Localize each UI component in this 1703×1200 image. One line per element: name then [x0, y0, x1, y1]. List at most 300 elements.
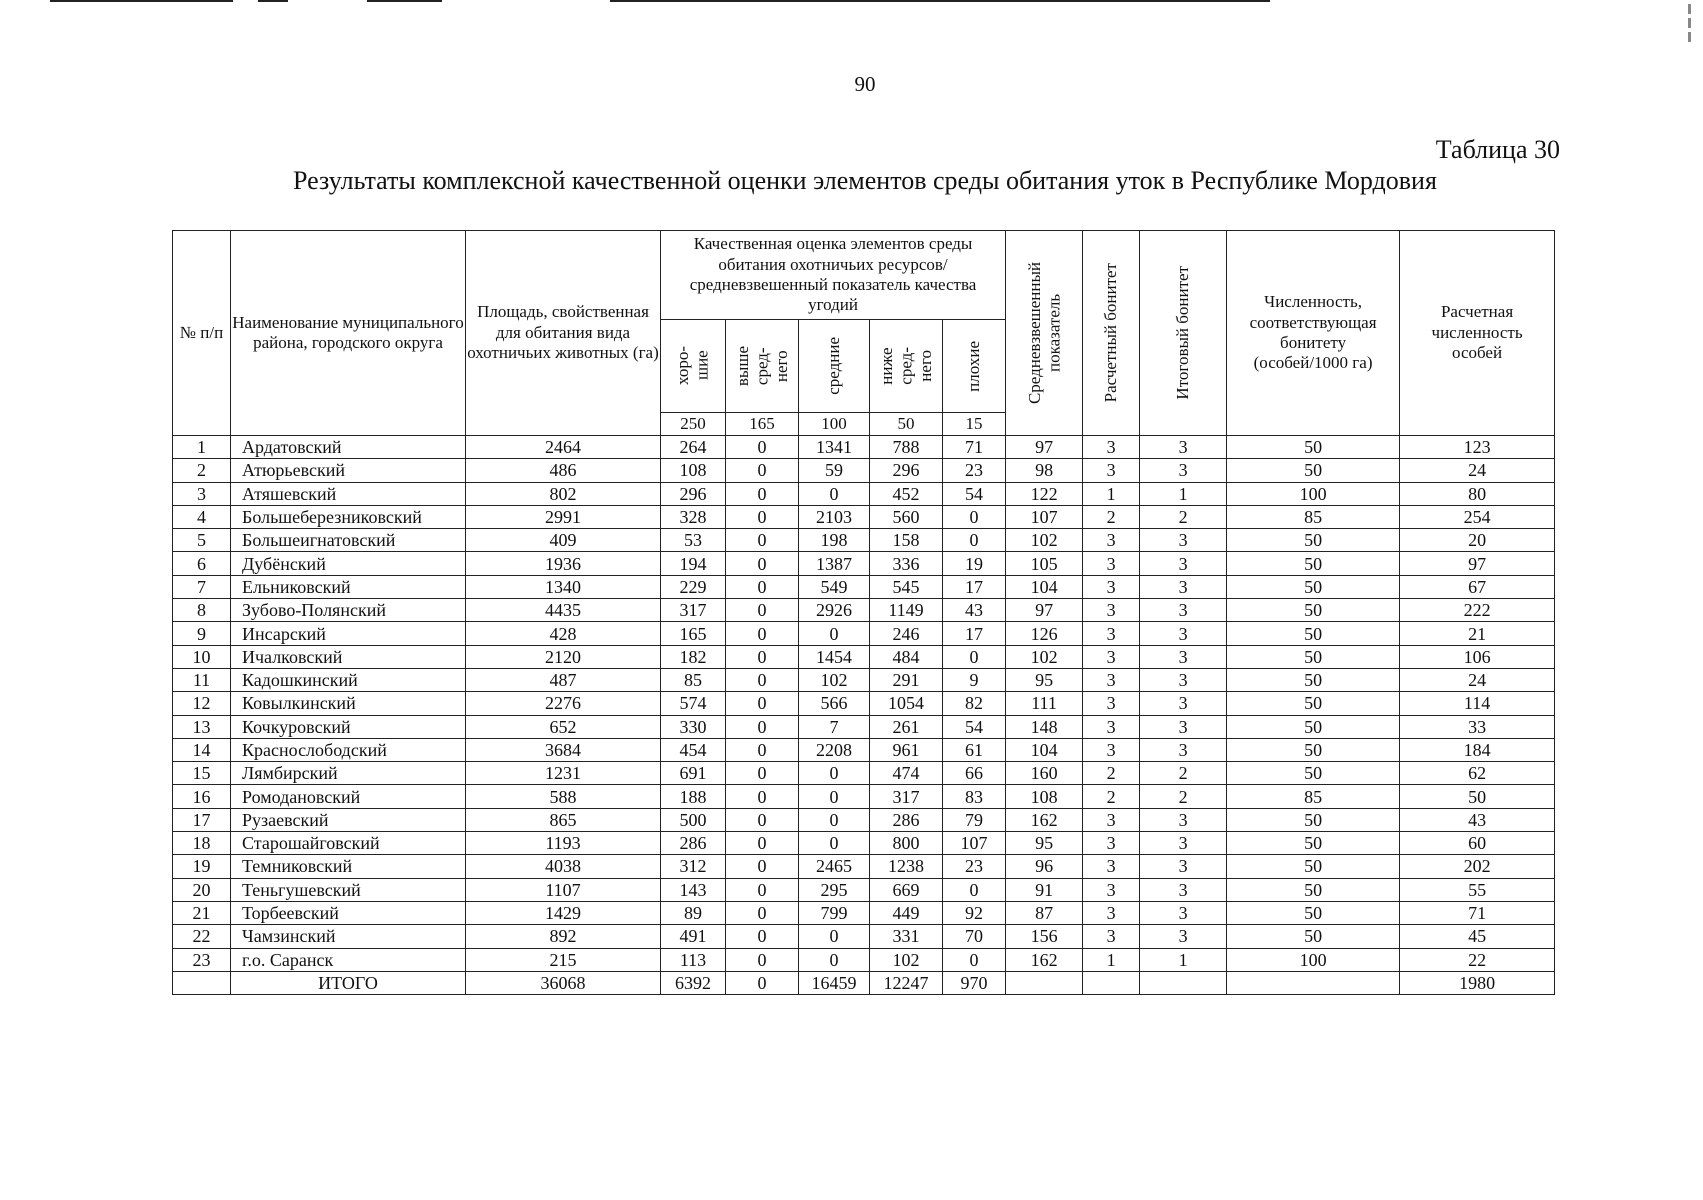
cell-row-num: 20 [173, 878, 231, 901]
cell-row-num: 12 [173, 692, 231, 715]
scan-artifact-line [50, 0, 233, 2]
header-calc-bonitet-label: Расчетный бонитет [1101, 263, 1121, 403]
header-area: Площадь, свойственная для обитания вида охотничьих животных (га) [466, 231, 661, 436]
cell-density: 50 [1227, 552, 1400, 575]
cell-below-avg: 484 [870, 645, 943, 668]
cell-district-name: Атяшевский [231, 482, 466, 505]
cell-calc-population: 202 [1400, 855, 1555, 878]
cell-density [1227, 971, 1400, 994]
cell-calc-bonitet: 3 [1083, 459, 1140, 482]
cell-row-num: 15 [173, 762, 231, 785]
cell-weighted: 95 [1006, 832, 1083, 855]
cell-below-avg: 452 [870, 482, 943, 505]
cell-poor: 66 [943, 762, 1006, 785]
cell-poor: 92 [943, 901, 1006, 924]
table-row [173, 738, 1555, 761]
header-quality-above-avg [726, 320, 799, 413]
cell-district-name: Ичалковский [231, 645, 466, 668]
cell-good: 89 [661, 901, 726, 924]
header-quality-group: Качественная оценка элементов среды обитания охотничьих ресурсов/средневзвешенный показатель качества угодий [661, 231, 1006, 320]
cell-row-num: 1 [173, 436, 231, 459]
cell-district-name: Кадошкинский [231, 668, 466, 691]
cell-below-avg: 336 [870, 552, 943, 575]
cell-above-avg: 0 [726, 552, 799, 575]
cell-final-bonitet: 3 [1140, 622, 1227, 645]
cell-weighted: 104 [1006, 575, 1083, 598]
cell-district-name: Зубово-Полянский [231, 599, 466, 622]
cell-calc-bonitet: 3 [1083, 575, 1140, 598]
cell-calc-population: 222 [1400, 599, 1555, 622]
cell-below-avg: 1238 [870, 855, 943, 878]
cell-avg: 0 [799, 785, 870, 808]
cell-avg: 799 [799, 901, 870, 924]
scan-artifact-line [367, 0, 442, 2]
cell-poor: 82 [943, 692, 1006, 715]
cell-row-num: 7 [173, 575, 231, 598]
cell-poor: 23 [943, 459, 1006, 482]
cell-avg: 0 [799, 925, 870, 948]
cell-good: 296 [661, 482, 726, 505]
cell-row-num: 11 [173, 668, 231, 691]
header-calc-population: Расчетная численность особей [1400, 231, 1555, 436]
header-num: № п/п [173, 231, 231, 436]
table-row [173, 459, 1555, 482]
cell-area: 1429 [466, 901, 661, 924]
table-row [173, 901, 1555, 924]
table-row [173, 762, 1555, 785]
cell-above-avg: 0 [726, 622, 799, 645]
table-row [173, 599, 1555, 622]
cell-calc-bonitet: 2 [1083, 762, 1140, 785]
cell-avg: 1454 [799, 645, 870, 668]
cell-above-avg: 0 [726, 971, 799, 994]
cell-good: 312 [661, 855, 726, 878]
page-number: 90 [854, 72, 876, 96]
cell-calc-bonitet: 3 [1083, 878, 1140, 901]
cell-above-avg: 0 [726, 692, 799, 715]
cell-calc-population: 45 [1400, 925, 1555, 948]
cell-weighted: 107 [1006, 505, 1083, 528]
cell-above-avg: 0 [726, 762, 799, 785]
cell-calc-population: 97 [1400, 552, 1555, 575]
cell-area: 1193 [466, 832, 661, 855]
cell-row-num: 19 [173, 855, 231, 878]
cell-density: 50 [1227, 762, 1400, 785]
cell-below-avg: 669 [870, 878, 943, 901]
table-row [173, 855, 1555, 878]
table-row [173, 692, 1555, 715]
header-quality-below-avg-label: ниже сред- него [876, 347, 935, 385]
cell-avg: 102 [799, 668, 870, 691]
cell-density: 50 [1227, 622, 1400, 645]
cell-final-bonitet: 3 [1140, 529, 1227, 552]
cell-density: 50 [1227, 436, 1400, 459]
cell-good: 113 [661, 948, 726, 971]
cell-avg: 1341 [799, 436, 870, 459]
cell-row-num: 10 [173, 645, 231, 668]
cell-area: 215 [466, 948, 661, 971]
cell-area: 802 [466, 482, 661, 505]
cell-good: 264 [661, 436, 726, 459]
cell-final-bonitet: 3 [1140, 832, 1227, 855]
cell-district-name: Дубёнский [231, 552, 466, 575]
cell-poor: 0 [943, 529, 1006, 552]
table-row [173, 715, 1555, 738]
cell-row-num: 14 [173, 738, 231, 761]
cell-area: 4435 [466, 599, 661, 622]
cell-density: 50 [1227, 901, 1400, 924]
cell-district-name: г.о. Саранск [231, 948, 466, 971]
cell-avg: 198 [799, 529, 870, 552]
cell-calc-population: 114 [1400, 692, 1555, 715]
cell-good: 165 [661, 622, 726, 645]
cell-calc-population: 106 [1400, 645, 1555, 668]
cell-above-avg: 0 [726, 645, 799, 668]
header-calc-bonitet [1083, 231, 1140, 436]
cell-final-bonitet: 3 [1140, 808, 1227, 831]
cell-final-bonitet: 3 [1140, 552, 1227, 575]
header-density: Численность, соответствующая бонитету (особей/1000 га) [1227, 231, 1400, 436]
cell-poor: 0 [943, 505, 1006, 528]
cell-weighted: 97 [1006, 436, 1083, 459]
cell-density: 50 [1227, 808, 1400, 831]
cell-final-bonitet: 3 [1140, 599, 1227, 622]
table-row [173, 948, 1555, 971]
header-score-below-avg: 50 [870, 413, 943, 436]
cell-calc-bonitet: 3 [1083, 715, 1140, 738]
cell-weighted: 96 [1006, 855, 1083, 878]
cell-below-avg: 317 [870, 785, 943, 808]
cell-calc-population: 80 [1400, 482, 1555, 505]
cell-area: 2120 [466, 645, 661, 668]
cell-calc-population: 55 [1400, 878, 1555, 901]
cell-final-bonitet: 3 [1140, 855, 1227, 878]
cell-calc-bonitet: 3 [1083, 668, 1140, 691]
header-score-avg: 100 [799, 413, 870, 436]
cell-density: 50 [1227, 575, 1400, 598]
cell-weighted: 102 [1006, 645, 1083, 668]
cell-calc-bonitet: 3 [1083, 692, 1140, 715]
cell-weighted: 104 [1006, 738, 1083, 761]
cell-avg: 0 [799, 948, 870, 971]
cell-below-avg: 474 [870, 762, 943, 785]
cell-avg: 0 [799, 622, 870, 645]
cell-density: 50 [1227, 692, 1400, 715]
header-score-above-avg: 165 [726, 413, 799, 436]
header-quality-below-avg [870, 320, 943, 413]
cell-weighted: 111 [1006, 692, 1083, 715]
cell-weighted: 156 [1006, 925, 1083, 948]
table-row [173, 575, 1555, 598]
cell-calc-population: 71 [1400, 901, 1555, 924]
cell-area: 409 [466, 529, 661, 552]
header-final-bonitet-label: Итоговый бонитет [1173, 266, 1193, 400]
cell-avg: 2465 [799, 855, 870, 878]
table-row [173, 668, 1555, 691]
cell-avg: 0 [799, 482, 870, 505]
cell-final-bonitet: 2 [1140, 505, 1227, 528]
cell-calc-bonitet: 3 [1083, 832, 1140, 855]
cell-area: 892 [466, 925, 661, 948]
cell-final-bonitet: 1 [1140, 948, 1227, 971]
cell-area: 652 [466, 715, 661, 738]
header-final-bonitet [1140, 231, 1227, 436]
cell-row-num: 23 [173, 948, 231, 971]
cell-poor: 83 [943, 785, 1006, 808]
table-label: Таблица 30 [1435, 135, 1560, 164]
cell-above-avg: 0 [726, 505, 799, 528]
cell-calc-population: 20 [1400, 529, 1555, 552]
cell-final-bonitet: 3 [1140, 668, 1227, 691]
cell-calc-bonitet: 2 [1083, 505, 1140, 528]
cell-district-name: Темниковский [231, 855, 466, 878]
cell-above-avg: 0 [726, 808, 799, 831]
cell-avg: 0 [799, 762, 870, 785]
cell-row-num: 5 [173, 529, 231, 552]
cell-poor: 70 [943, 925, 1006, 948]
cell-good: 317 [661, 599, 726, 622]
cell-poor: 23 [943, 855, 1006, 878]
cell-above-avg: 0 [726, 832, 799, 855]
cell-final-bonitet: 3 [1140, 901, 1227, 924]
cell-calc-population: 24 [1400, 668, 1555, 691]
cell-area: 588 [466, 785, 661, 808]
cell-poor: 0 [943, 948, 1006, 971]
cell-row-num [173, 971, 231, 994]
cell-below-avg: 449 [870, 901, 943, 924]
cell-calc-bonitet: 3 [1083, 622, 1140, 645]
cell-good: 188 [661, 785, 726, 808]
cell-calc-population: 43 [1400, 808, 1555, 831]
cell-below-avg: 261 [870, 715, 943, 738]
cell-final-bonitet: 3 [1140, 878, 1227, 901]
cell-district-name: Большеберезниковский [231, 505, 466, 528]
cell-final-bonitet: 3 [1140, 715, 1227, 738]
cell-above-avg: 0 [726, 948, 799, 971]
table-body [173, 436, 1555, 995]
cell-weighted: 108 [1006, 785, 1083, 808]
cell-final-bonitet: 3 [1140, 575, 1227, 598]
header-quality-avg [799, 320, 870, 413]
cell-row-num: 8 [173, 599, 231, 622]
cell-district-name: Ромодановский [231, 785, 466, 808]
cell-density: 50 [1227, 668, 1400, 691]
table-row [173, 645, 1555, 668]
cell-avg: 549 [799, 575, 870, 598]
cell-poor: 970 [943, 971, 1006, 994]
cell-weighted: 105 [1006, 552, 1083, 575]
cell-weighted: 122 [1006, 482, 1083, 505]
cell-area: 1340 [466, 575, 661, 598]
cell-avg: 295 [799, 878, 870, 901]
cell-district-name: Ельниковский [231, 575, 466, 598]
cell-weighted: 102 [1006, 529, 1083, 552]
cell-row-num: 3 [173, 482, 231, 505]
cell-calc-population: 184 [1400, 738, 1555, 761]
cell-good: 330 [661, 715, 726, 738]
cell-calc-bonitet: 3 [1083, 808, 1140, 831]
cell-above-avg: 0 [726, 436, 799, 459]
cell-below-avg: 12247 [870, 971, 943, 994]
cell-area: 486 [466, 459, 661, 482]
table-row [173, 482, 1555, 505]
cell-density: 50 [1227, 738, 1400, 761]
header-weighted-label: Средневзвешенный показатель [1024, 261, 1064, 405]
cell-area: 4038 [466, 855, 661, 878]
cell-poor: 107 [943, 832, 1006, 855]
table-row [173, 529, 1555, 552]
header-quality-above-avg-label: выше сред- него [732, 345, 791, 387]
cell-below-avg: 291 [870, 668, 943, 691]
cell-calc-bonitet: 3 [1083, 529, 1140, 552]
cell-weighted: 95 [1006, 668, 1083, 691]
cell-below-avg: 286 [870, 808, 943, 831]
table-header [173, 231, 1555, 436]
cell-density: 50 [1227, 645, 1400, 668]
table-row [173, 785, 1555, 808]
cell-calc-population: 22 [1400, 948, 1555, 971]
cell-weighted: 98 [1006, 459, 1083, 482]
cell-weighted: 126 [1006, 622, 1083, 645]
cell-density: 50 [1227, 529, 1400, 552]
header-score-poor: 15 [943, 413, 1006, 436]
cell-final-bonitet: 1 [1140, 482, 1227, 505]
cell-row-num: 4 [173, 505, 231, 528]
header-quality-good-label: хоро- шие [673, 346, 712, 386]
cell-density: 100 [1227, 482, 1400, 505]
results-table [172, 230, 1555, 995]
cell-below-avg: 560 [870, 505, 943, 528]
table-row [173, 832, 1555, 855]
table-row [173, 505, 1555, 528]
cell-calc-bonitet: 3 [1083, 901, 1140, 924]
cell-district-name: Лямбирский [231, 762, 466, 785]
cell-area: 1231 [466, 762, 661, 785]
cell-good: 691 [661, 762, 726, 785]
cell-density: 50 [1227, 832, 1400, 855]
cell-row-num: 2 [173, 459, 231, 482]
cell-calc-population: 123 [1400, 436, 1555, 459]
cell-final-bonitet: 3 [1140, 436, 1227, 459]
cell-density: 50 [1227, 599, 1400, 622]
cell-poor: 43 [943, 599, 1006, 622]
cell-below-avg: 102 [870, 948, 943, 971]
cell-weighted: 162 [1006, 948, 1083, 971]
cell-good: 6392 [661, 971, 726, 994]
cell-calc-population: 254 [1400, 505, 1555, 528]
cell-good: 500 [661, 808, 726, 831]
cell-area: 1936 [466, 552, 661, 575]
cell-density: 85 [1227, 505, 1400, 528]
cell-calc-population: 62 [1400, 762, 1555, 785]
cell-final-bonitet: 3 [1140, 925, 1227, 948]
cell-avg: 1387 [799, 552, 870, 575]
cell-final-bonitet: 3 [1140, 692, 1227, 715]
cell-good: 143 [661, 878, 726, 901]
cell-calc-bonitet: 2 [1083, 785, 1140, 808]
scan-edge-mark [1683, 0, 1697, 60]
cell-density: 85 [1227, 785, 1400, 808]
cell-row-num: 9 [173, 622, 231, 645]
cell-area: 2991 [466, 505, 661, 528]
cell-above-avg: 0 [726, 901, 799, 924]
cell-below-avg: 158 [870, 529, 943, 552]
cell-weighted: 148 [1006, 715, 1083, 738]
cell-weighted: 160 [1006, 762, 1083, 785]
cell-avg: 2926 [799, 599, 870, 622]
cell-district-name: Краснослободский [231, 738, 466, 761]
header-quality-poor-label: плохие [964, 340, 984, 392]
table-row [173, 808, 1555, 831]
cell-above-avg: 0 [726, 878, 799, 901]
cell-calc-bonitet: 1 [1083, 948, 1140, 971]
cell-avg: 2103 [799, 505, 870, 528]
cell-area: 2464 [466, 436, 661, 459]
cell-calc-bonitet [1083, 971, 1140, 994]
cell-district-name: Инсарский [231, 622, 466, 645]
cell-poor: 17 [943, 622, 1006, 645]
cell-district-name: Торбеевский [231, 901, 466, 924]
cell-district-name: Ардатовский [231, 436, 466, 459]
cell-final-bonitet: 2 [1140, 785, 1227, 808]
cell-good: 108 [661, 459, 726, 482]
cell-good: 574 [661, 692, 726, 715]
cell-final-bonitet: 3 [1140, 738, 1227, 761]
cell-avg: 0 [799, 832, 870, 855]
cell-final-bonitet: 2 [1140, 762, 1227, 785]
cell-density: 100 [1227, 948, 1400, 971]
cell-calc-population: 1980 [1400, 971, 1555, 994]
cell-density: 50 [1227, 925, 1400, 948]
cell-poor: 0 [943, 645, 1006, 668]
cell-good: 182 [661, 645, 726, 668]
cell-area: 36068 [466, 971, 661, 994]
cell-poor: 54 [943, 715, 1006, 738]
cell-poor: 79 [943, 808, 1006, 831]
cell-calc-bonitet: 3 [1083, 552, 1140, 575]
cell-above-avg: 0 [726, 925, 799, 948]
cell-poor: 17 [943, 575, 1006, 598]
cell-calc-bonitet: 3 [1083, 599, 1140, 622]
cell-poor: 9 [943, 668, 1006, 691]
cell-row-num: 6 [173, 552, 231, 575]
cell-good: 229 [661, 575, 726, 598]
cell-below-avg: 800 [870, 832, 943, 855]
cell-row-num: 16 [173, 785, 231, 808]
cell-avg: 2208 [799, 738, 870, 761]
cell-calc-population: 67 [1400, 575, 1555, 598]
cell-calc-population: 50 [1400, 785, 1555, 808]
cell-above-avg: 0 [726, 668, 799, 691]
cell-above-avg: 0 [726, 459, 799, 482]
header-district-name: Наименование муниципального района, городского округа [231, 231, 466, 436]
cell-good: 491 [661, 925, 726, 948]
cell-poor: 0 [943, 878, 1006, 901]
cell-weighted: 87 [1006, 901, 1083, 924]
cell-area: 865 [466, 808, 661, 831]
cell-district-name: Старошайговский [231, 832, 466, 855]
cell-avg: 566 [799, 692, 870, 715]
cell-calc-bonitet: 3 [1083, 925, 1140, 948]
cell-weighted [1006, 971, 1083, 994]
cell-calc-bonitet: 1 [1083, 482, 1140, 505]
cell-district-name: Теньгушевский [231, 878, 466, 901]
cell-above-avg: 0 [726, 855, 799, 878]
cell-poor: 71 [943, 436, 1006, 459]
header-quality-avg-label: средние [824, 337, 844, 395]
cell-calc-bonitet: 3 [1083, 436, 1140, 459]
cell-weighted: 162 [1006, 808, 1083, 831]
